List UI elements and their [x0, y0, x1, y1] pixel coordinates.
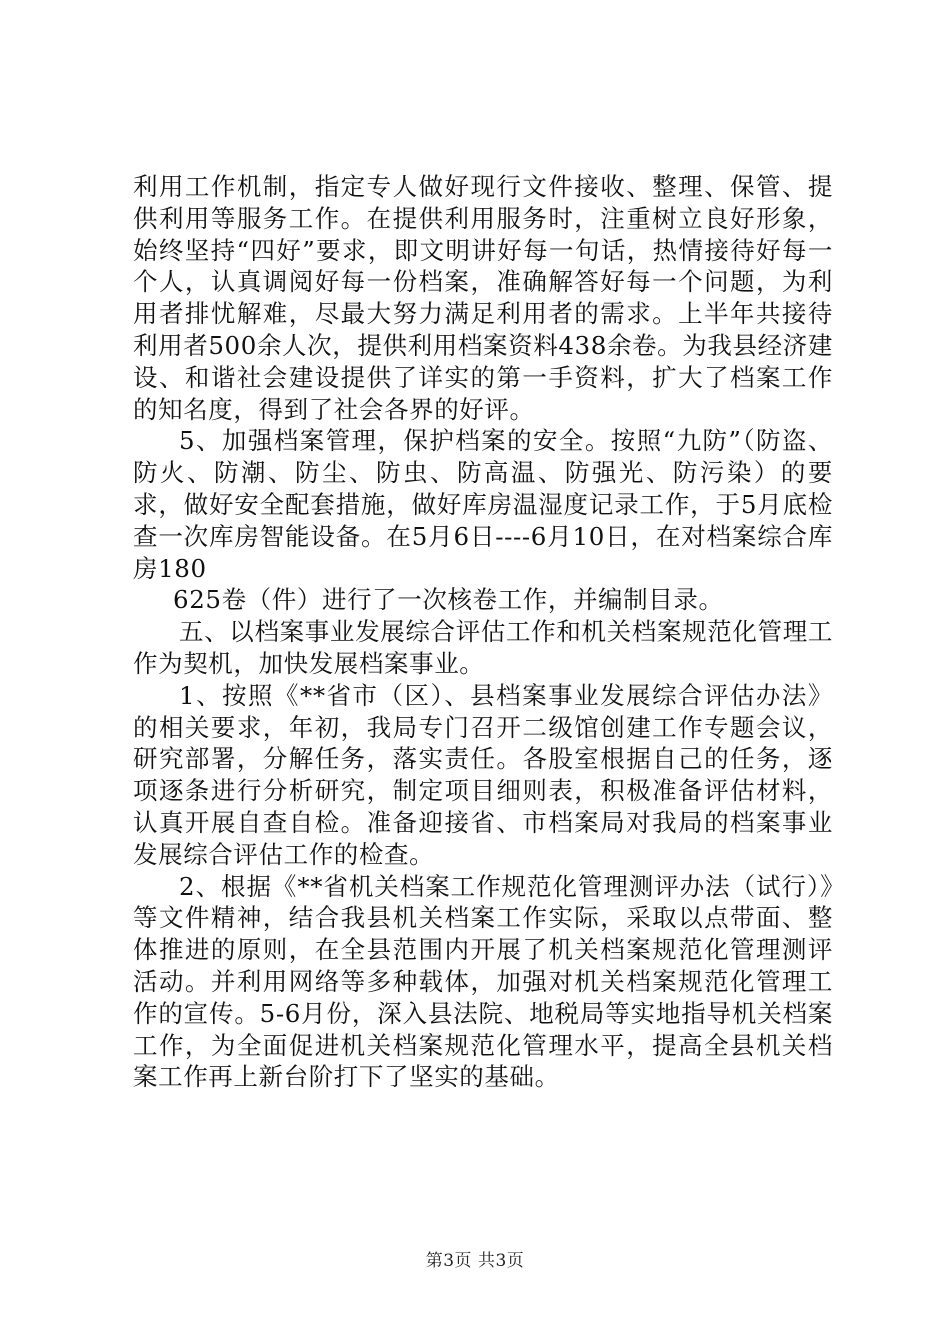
paragraph-continuation: 利用工作机制，指定专人做好现行文件接收、整理、保管、提供利用等服务工作。在提供利用服务时，注重树立良好形象，始终坚持“四好”要求，即文明讲好每一句话，热情接待好每一个人，认真调阅好每一份档案，准确解答好每一个问题，为利用者排忧解难，尽最大努力满足利用者的需求。上半年共接待利用者500余人次，提供利用档案资料438余卷。为我县经济建设、和谐社会建设提供了详实的第一手资料，扩大了档案工作的知名度，得到了社会各界的好评。 — [133, 172, 833, 424]
page-footer: 第3页 共3页 — [425, 1251, 525, 1271]
section-heading-5: 五、以档案事业发展综合评估工作和机关档案规范化管理工作为契机，加快发展档案事业。 — [133, 617, 833, 678]
paragraph-volume-count: 625卷（件）进行了一次核卷工作，并编制目录。 — [173, 585, 724, 615]
paragraph-item-5: 5、加强档案管理，保护档案的安全。按照“九防”（防盗、防火、防潮、防尘、防虫、防高温、防强光、防污染）的要求，做好安全配套措施，做好库房温湿度记录工作，于5月底检查一次库房智能设备。在5月6日----6月10日，在对档案综合库房180 — [133, 426, 833, 583]
paragraph-item-2: 2、根据《**省机关档案工作规范化管理测评办法（试行）》等文件精神，结合我县机关档案工作实际，采取以点带面、整体推进的原则，在全县范围内开展了机关档案规范化管理测评活动。并利用网络等多种载体，加强对机关档案规范化管理工作的宣传。5-6月份，深入县法院、地税局等实地指导机关档案工作，为全面促进机关档案规范化管理水平，提高全县机关档案工作再上新台阶打下了坚实的基础。 — [133, 871, 833, 1092]
document-body — [133, 171, 833, 1093]
paragraph-item-1: 1、按照《**省市（区）、县档案事业发展综合评估办法》的相关要求，年初，我局专门召开二级馆创建工作专题会议，研究部署，分解任务，落实责任。各股室根据自己的任务，逐项逐条进行分析研究，制定项目细则表，积极准备评估材料，认真开展自查自检。准备迎接省、市档案局对我局的档案事业发展综合评估工作的检查。 — [133, 680, 833, 869]
